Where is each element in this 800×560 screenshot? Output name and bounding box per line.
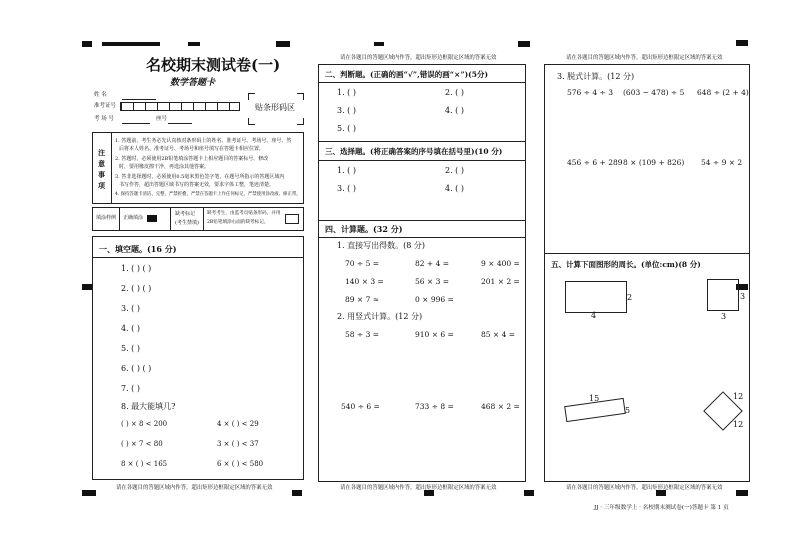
timing-mark: [292, 490, 302, 496]
absent-mark-box[interactable]: [285, 214, 299, 224]
q8-item[interactable]: 4 × ( ) < 29: [217, 420, 259, 428]
step-calc-item[interactable]: 8 × (109 + 826): [623, 158, 685, 167]
choice-item[interactable]: 4. ( ): [445, 184, 464, 193]
timing-mark: [82, 41, 92, 47]
vertical-calc-item[interactable]: 85 × 4 =: [481, 330, 516, 339]
judge-item[interactable]: 4. ( ): [445, 106, 464, 115]
judge-item[interactable]: 3. ( ): [337, 106, 356, 115]
section5-title: 五、计算下面图形的周长。(单位:cm)(8 分): [551, 260, 701, 269]
q8-item[interactable]: 8 × ( ) < 165: [121, 460, 168, 468]
q8-item[interactable]: ( ) × 7 < 80: [121, 440, 163, 448]
card-subtitle: 数学答题卡: [170, 78, 216, 88]
q8-item[interactable]: 3 × ( ) < 37: [217, 440, 259, 448]
diamond-top-label: 12: [733, 392, 744, 401]
step-calc-item[interactable]: 54 ÷ 9 × 2: [701, 158, 743, 167]
section2-title: 二、判断题。(正确的画“√”,错误的画“×”)(5分): [325, 70, 488, 79]
fill-item[interactable]: 7. ( ): [121, 384, 140, 393]
top-notice: 请在各题目的答题区域内作答，超出矩形边框限定区域的答案无效: [566, 55, 723, 61]
calc-item[interactable]: 140 × 3 =: [345, 277, 384, 286]
timing-mark: [736, 490, 748, 496]
name-field[interactable]: [122, 99, 156, 100]
calc-item[interactable]: 201 × 2 =: [481, 277, 520, 286]
seat-field[interactable]: [168, 123, 192, 124]
calc-item[interactable]: 56 × 3 =: [415, 277, 450, 286]
timing-mark: [518, 41, 530, 47]
judge-item[interactable]: 2. ( ): [445, 88, 464, 97]
fill-item[interactable]: 6. ( ) ( ): [121, 364, 152, 373]
step-calc-item[interactable]: 648 ÷ (2 + 4): [697, 88, 749, 97]
step-calc-item[interactable]: (603 − 478) ÷ 5: [623, 88, 685, 97]
bottom-notice: 请在各题目的答题区域内作答，超出矩形边框限定区域的答案无效: [566, 485, 723, 491]
calc-item[interactable]: 89 × 7 ≈: [345, 295, 380, 304]
square-figure: [707, 279, 739, 311]
section4-title: 四、计算题。(32 分): [325, 224, 403, 234]
q3-title: 3. 脱式计算。(12 分): [557, 72, 635, 81]
choice-item[interactable]: 1. ( ): [337, 166, 356, 175]
fill-item[interactable]: 4. ( ): [121, 324, 140, 333]
name-label: 姓 名: [94, 92, 107, 98]
step-calc-item[interactable]: 456 ÷ 6 + 289: [567, 158, 623, 167]
calc-item[interactable]: 0 × 996 =: [415, 295, 454, 304]
note-line: 2. 答题时，必须使用2B铅笔填涂答题卡上相应题目的答案标号，修改: [115, 156, 269, 162]
q1-title: 1. 直接写出得数。(8 分): [337, 241, 426, 250]
q8-item[interactable]: 6 × ( ) < 580: [217, 460, 264, 468]
tilt-height-label: 5: [625, 406, 631, 415]
vertical-calc-item[interactable]: 58 ÷ 3 =: [345, 330, 380, 339]
rect-width-label: 4: [591, 311, 597, 320]
choice-item[interactable]: 3. ( ): [337, 184, 356, 193]
exam-title: 名校期末测试卷(一): [146, 56, 281, 74]
notes-label: 注 意 事 项: [98, 148, 105, 190]
q8-item[interactable]: ( ) × 8 < 200: [121, 420, 168, 428]
panel-3: [544, 64, 750, 482]
timing-mark: [276, 41, 290, 47]
section1-box: [92, 236, 304, 480]
note-line: 1. 答题前，考生务必先认真核对条形码上的姓名、准考证号、考场号、座号，然: [115, 138, 292, 144]
room-label: 考 场 号: [94, 116, 114, 122]
vertical-calc-item[interactable]: 910 × 6 =: [415, 330, 454, 339]
timing-mark: [188, 42, 200, 46]
vertical-calc-item[interactable]: 733 ÷ 8 =: [415, 402, 454, 411]
timing-mark: [82, 284, 92, 290]
vertical-calc-item[interactable]: 468 × 2 =: [481, 402, 520, 411]
ticket-number-boxes[interactable]: [120, 102, 240, 111]
step-calc-item[interactable]: 576 ÷ 4 ÷ 3: [567, 88, 613, 97]
barcode-area: [248, 93, 304, 125]
notes-box: [92, 132, 304, 204]
fill-item[interactable]: 5. ( ): [121, 344, 140, 353]
section3-title: 三、选择题。(将正确答案的序号填在括号里)(10 分): [325, 147, 503, 156]
calc-item[interactable]: 70 ÷ 5 =: [345, 259, 380, 268]
fill-item[interactable]: 2. ( ) ( ): [121, 284, 152, 293]
barcode-label: 贴条形码区: [255, 103, 295, 112]
page-footer: JJ · 三年级数学上 · 名校期末测试卷(一)答题卡 第 1 页: [594, 505, 729, 511]
rectangle-figure: [565, 281, 627, 313]
timing-mark: [82, 490, 96, 496]
note-line: 后将本人姓名、准考证号、考场号和座号填写在答题卡相应位置，: [119, 146, 265, 152]
note-line: 3. 答非选择题时，必须使用0.5毫米黑色签字笔，在题号所指示的答题区域内: [115, 174, 285, 180]
seat-label: 座号: [156, 116, 168, 122]
calc-item[interactable]: 82 + 4 =: [415, 259, 450, 268]
judge-item[interactable]: 1. ( ): [337, 88, 356, 97]
q8-title: 8. 最大能填几?: [121, 402, 176, 411]
tilt-width-label: 15: [589, 394, 600, 403]
section1-title: 一、填空题。(16 分): [99, 244, 177, 254]
square-bottom-label: 3: [721, 312, 727, 321]
note-line: 书写作答，超出答题区域书写的答案无效，要求字体工整，笔迹清楚。: [119, 182, 275, 188]
top-notice: 请在各题目的答题区域内作答，超出矩形边框限定区域的答案无效: [340, 55, 497, 61]
fill-example-box: 填涂样例 正确填涂 缺考标记 (考生禁填) 缺考考生，由监考员贴条形码，并用 2B铅笔填涂右面的缺考标记。: [92, 207, 304, 231]
panel-2: [318, 64, 526, 482]
correct-fill-sample: [147, 215, 157, 222]
judge-item[interactable]: 5. ( ): [337, 124, 356, 133]
bottom-notice: 请在各题目的答题区域内作答，超出矩形边框限定区域的答案无效: [340, 485, 497, 491]
rect-height-label: 2: [627, 293, 633, 302]
timing-mark: [102, 42, 160, 46]
bottom-notice: 请在各题目的答题区域内作答，超出矩形边框限定区域的答案无效: [116, 485, 273, 491]
vertical-calc-item[interactable]: 540 ÷ 6 =: [341, 402, 380, 411]
fill-item[interactable]: 1. ( ) ( ): [121, 264, 152, 273]
timing-mark: [736, 40, 748, 46]
room-field[interactable]: [122, 123, 150, 124]
diamond-bottom-label: 12: [733, 420, 744, 429]
choice-item[interactable]: 2. ( ): [445, 166, 464, 175]
ticket-label: 准考证号: [94, 103, 117, 109]
q2-title: 2. 用竖式计算。(12 分): [337, 312, 423, 321]
note-line: 时，要用橡皮擦干净，再选涂其他答案。: [119, 164, 210, 170]
square-side-label: 3: [740, 292, 746, 301]
note-line: 4. 保持答题卡清洁、完整，严禁折叠，严禁在答题卡上作任何标记，严禁使用涂改液、修正带。: [115, 192, 301, 197]
fill-item[interactable]: 3. ( ): [121, 304, 140, 313]
calc-item[interactable]: 9 × 400 =: [481, 259, 520, 268]
timing-mark: [374, 42, 384, 46]
timing-mark: [524, 490, 534, 496]
